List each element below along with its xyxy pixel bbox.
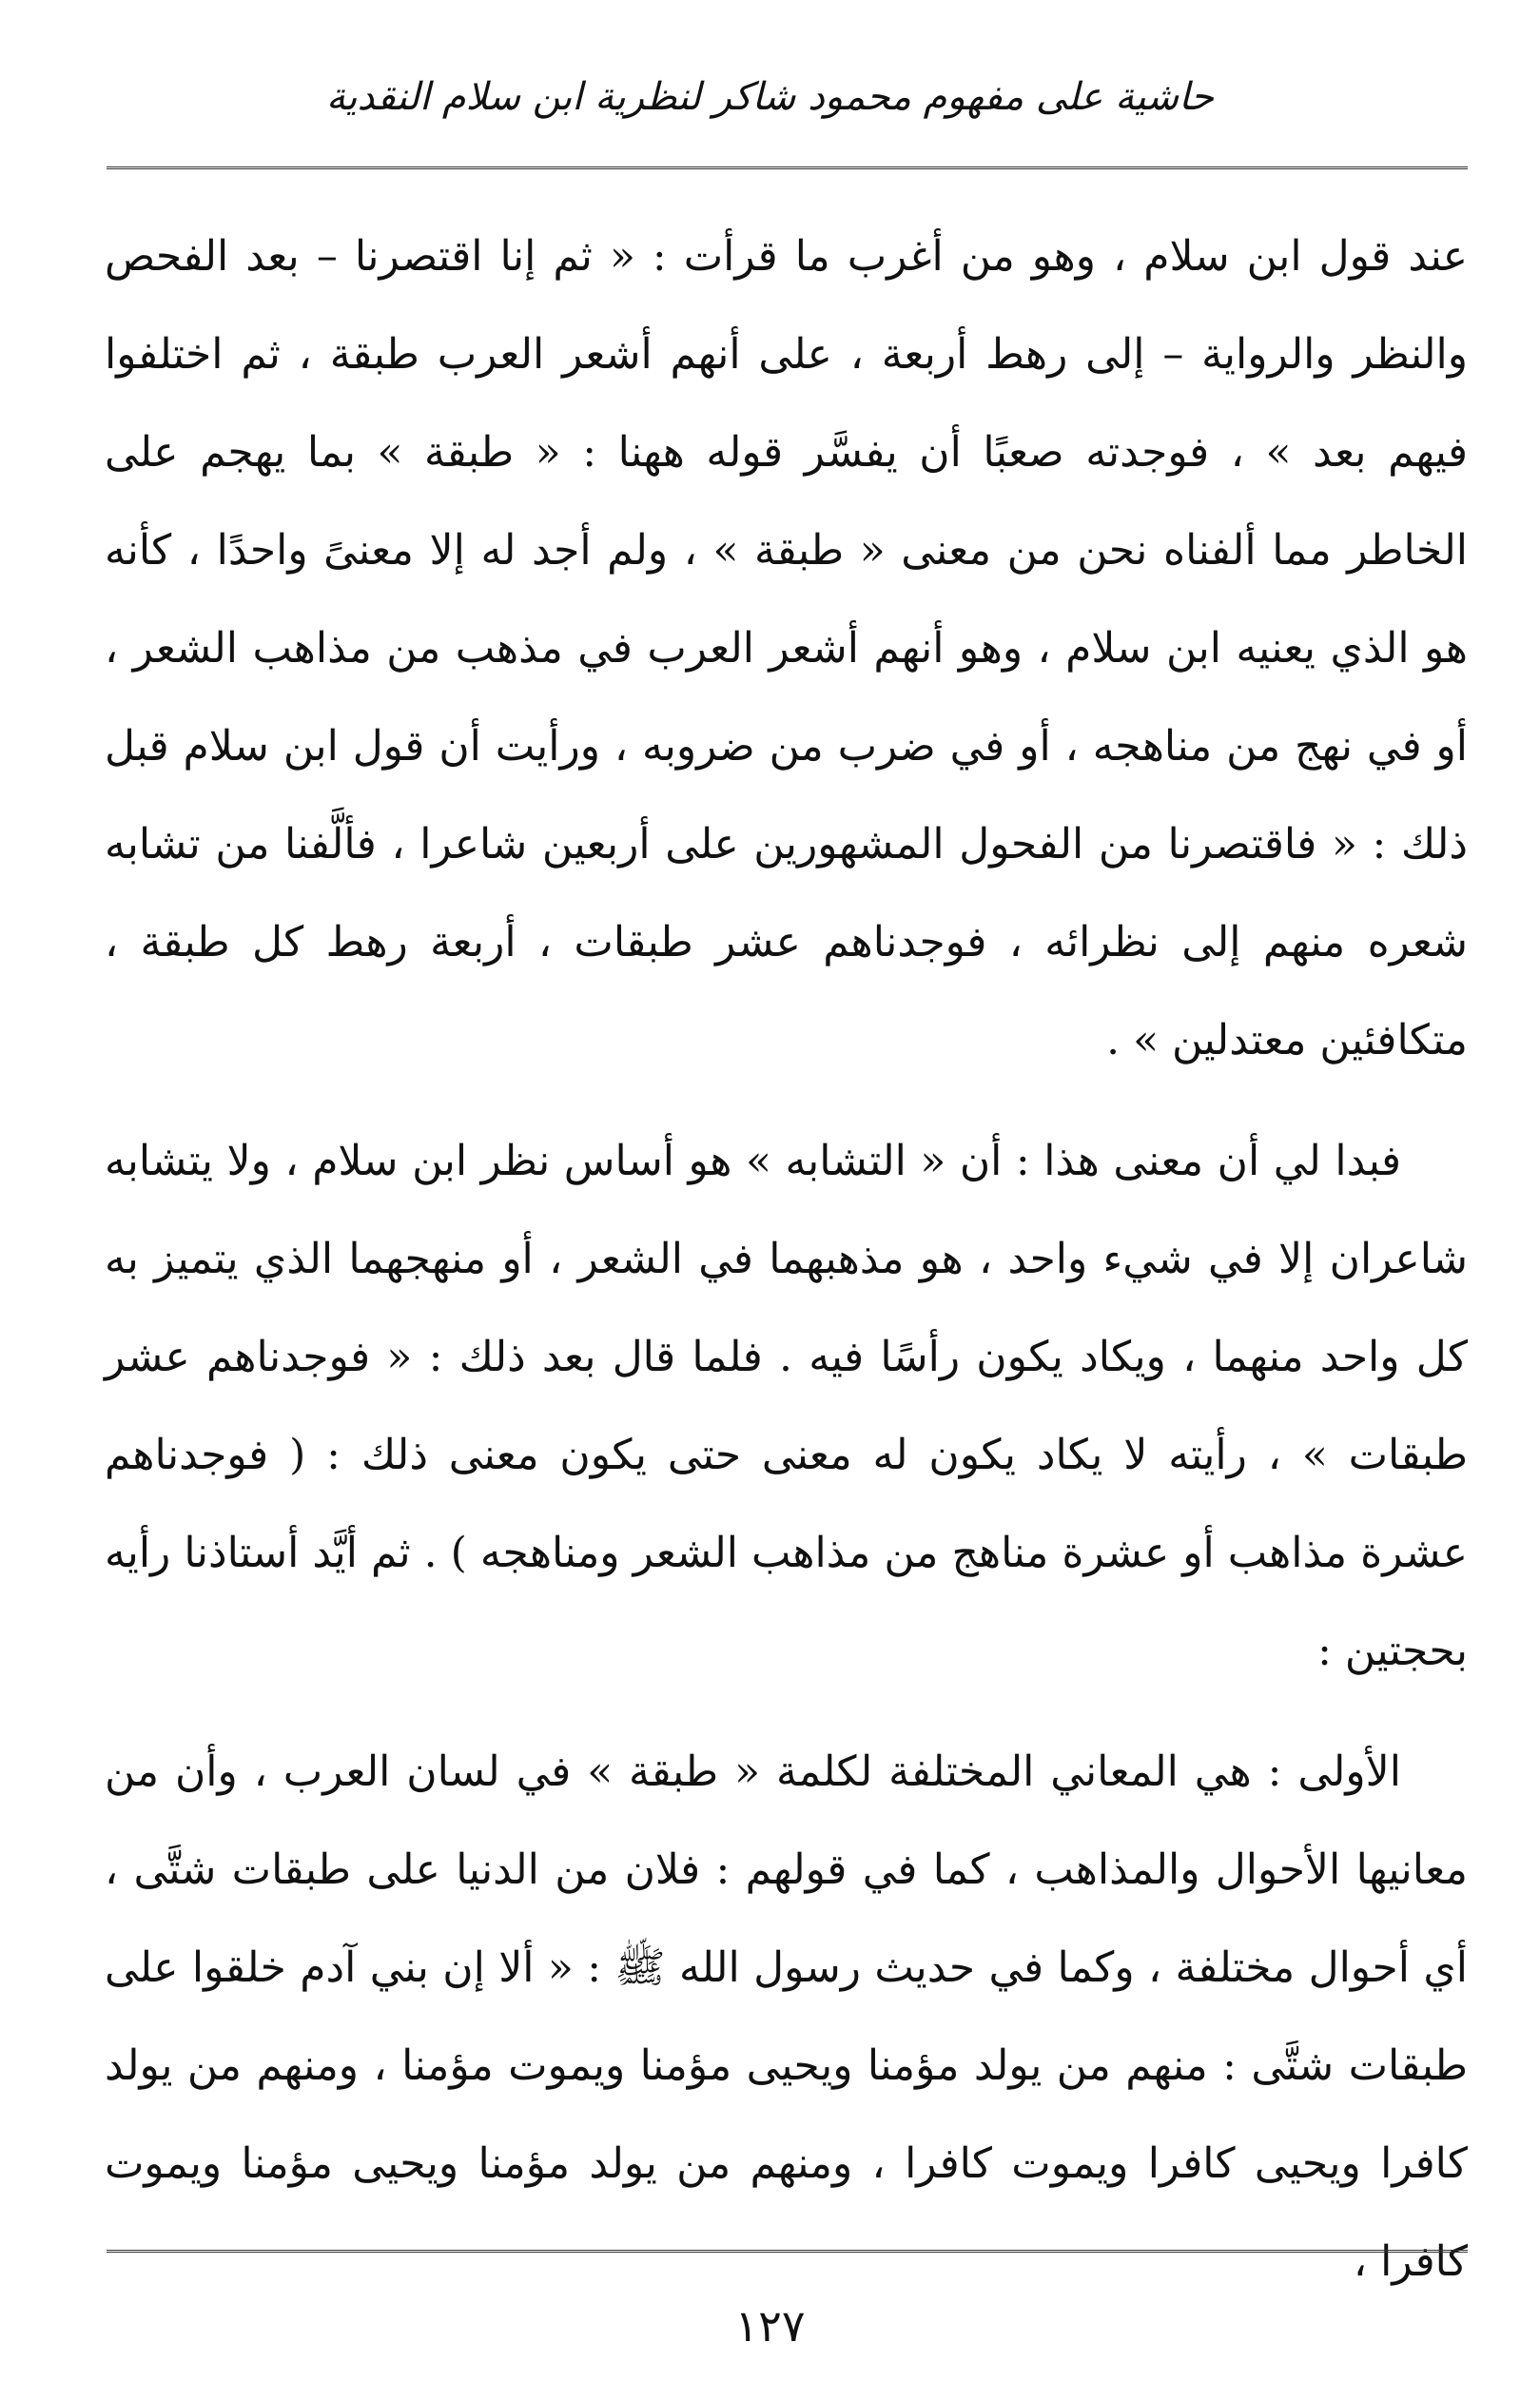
body-text (105, 207, 1468, 2311)
page-number: ١٢٧ (734, 2300, 806, 2352)
header-divider (107, 166, 1468, 169)
paragraph-1: عند قول ابن سلام ، وهو من أغرب ما قرأت : « ثم إنا اقتصرنا – بعد الفحص والنظر والرواية – إلى رهط أربعة ، على أنهم أشعر العرب طبقة ، ثم اختلفوا فيهم بعد » ، فوجدته صعبًا أن يفسَّر قوله ههنا : « طبقة » بما يهجم على الخاطر مما ألفناه نحن من معنى « طبقة » ، ولم أجد له إلا معنىً واحدًا ، كأنه هو الذي يعنيه ابن سلام ، وهو أنهم أشعر العرب في مذهب من مذاهب الشعر ، أو في نهج من مناهجه ، أو في ضرب من ضروبه ، ورأيت أن قول ابن سلام قبل ذلك : « فاقتصرنا من الفحول المشهورين على أربعين شاعرا ، فألَّفنا من تشابه شعره منهم إلى نظرائه ، فوجدناهم عشر طبقات ، أربعة رهط كل طبقة ، متكافئين معتدلين » . (105, 232, 1468, 1064)
paragraph-2: فبدا لي أن معنى هذا : أن « التشابه » هو أساس نظر ابن سلام ، ولا يتشابه شاعران إلا في شيء واحد ، هو مذهبهما في الشعر ، أو منهجهما الذي يتميز به كل واحد منهما ، ويكاد يكون رأسًا فيه . فلما قال بعد ذلك : « فوجدناهم عشر طبقات » ، رأيته لا يكاد يكون له معنى حتى يكون معنى ذلك : ( فوجدناهم عشرة مذاهب أو عشرة مناهج من مذاهب الشعر ومناهجه ) . ثم أيَّد أستاذنا رأيه بحجتين : (105, 1137, 1468, 1675)
running-header-title: حاشية على مفهوم محمود شاكر لنظرية ابن سلام النقدية (325, 75, 1215, 119)
paragraph-gap (105, 1700, 1468, 1723)
paragraph-3: الأولى : هي المعاني المختلفة لكلمة « طبقة » في لسان العرب ، وأن من معانيها الأحوال والمذاهب ، كما في قولهم : فلان من الدنيا على طبقات شتَّى ، أي أحوال مختلفة ، وكما في حديث رسول الله ﷺ : « ألا إن بني آدم خلقوا على طبقات شتَّى : منهم من يولد مؤمنا ويحيى مؤمنا ويموت مؤمنا ، ومنهم من يولد كافرا ويحيى كافرا ويموت كافرا ، ومنهم من يولد مؤمنا ويحيى مؤمنا ويموت كافرا ، (105, 1747, 1469, 2286)
footer-divider (107, 2250, 1468, 2253)
paragraph-gap (105, 1089, 1468, 1112)
